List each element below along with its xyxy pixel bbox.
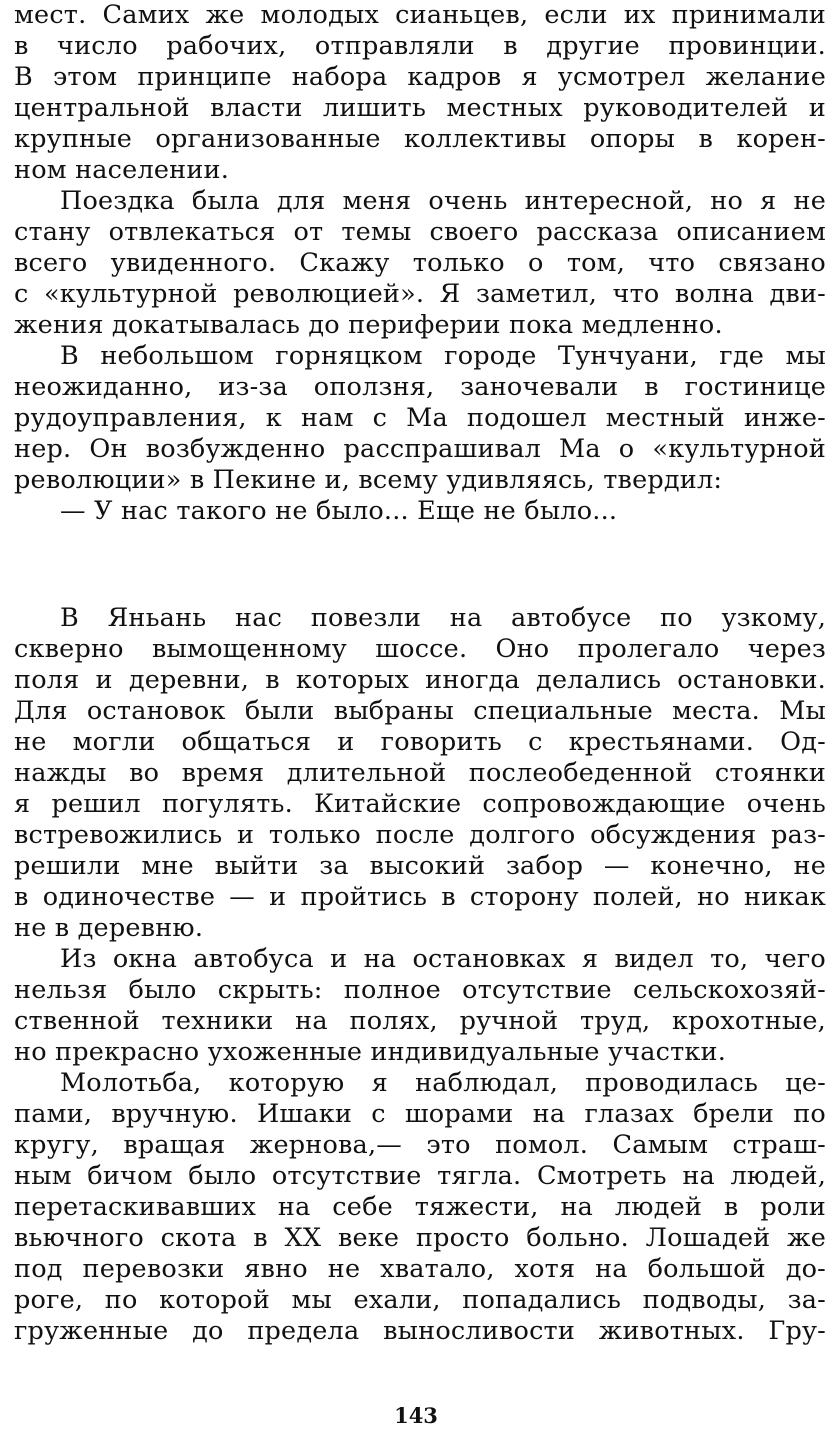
text-line: груженные до предела выносливости животных. Гру-: [14, 1316, 826, 1346]
text-line: ственной техники на полях, ручной труд, крохотные,: [14, 1006, 826, 1036]
text-line: встревожились и только после долгого обсуждения раз-: [14, 820, 826, 850]
text-line: жения докатывалась до периферии пока медленно.: [14, 310, 723, 340]
text-line: стану отвлекаться от темы своего рассказа описанием: [14, 217, 826, 247]
text-line: с «культурной революцией». Я заметил, что волна дви-: [14, 279, 826, 309]
text-section-1: [14, 0, 826, 527]
paragraph-start-line: Поездка была для меня очень интересной, но я не: [60, 186, 826, 216]
text-line: мест. Самих же молодых сианьцев, если их принимали: [14, 0, 826, 30]
dialogue-line: — У нас такого не было... Еще не было...: [60, 496, 618, 526]
text-line: кругу, вращая жернова,— это помол. Самым страш-: [14, 1130, 826, 1160]
text-line: нельзя было скрыть: полное отсутствие сельскохозяй-: [14, 975, 826, 1005]
text-line: неожиданно, из-за оползня, заночевали в гостинице: [14, 372, 826, 402]
text-section-2: [14, 603, 826, 1347]
text-line: перетаскивавших на себе тяжести, на людей в роли: [14, 1192, 826, 1222]
text-line: решили мне выйти за высокий забор — конечно, не: [14, 851, 826, 881]
text-line: ном населении.: [14, 155, 230, 185]
text-line: нажды во время длительной послеобеденной стоянки: [14, 758, 826, 788]
text-line: Для остановок были выбраны специальные места. Мы: [14, 696, 826, 726]
text-line: ным бичом было отсутствие тягла. Смотреть на людей,: [14, 1161, 826, 1191]
text-line: в число рабочих, отправляли в другие провинции.: [14, 31, 826, 61]
text-line: поля и деревни, в которых иногда делались остановки.: [14, 665, 826, 695]
text-line: под перевозки явно не хватало, хотя на большой до-: [14, 1254, 826, 1284]
paragraph-start-line: В Яньань нас повезли на автобусе по узкому,: [60, 603, 826, 633]
paragraph-start-line: В небольшом горняцком городе Тунчуани, где мы: [60, 341, 826, 371]
text-line: но прекрасно ухоженные индивидуальные участки.: [14, 1037, 727, 1067]
text-line: нер. Он возбужденно расспрашивал Ма о «культурной: [14, 434, 826, 464]
text-line: революции» в Пекине и, всему удивляясь, твердил:: [14, 465, 723, 495]
text-line: В этом принципе набора кадров я усмотрел желание: [14, 62, 826, 92]
paragraph-start-line: Молотьба, которую я наблюдал, проводилась це-: [60, 1068, 826, 1098]
text-line: в одиночестве — и пройтись в сторону полей, но никак: [14, 882, 826, 912]
text-line: вьючного скота в XX веке просто больно. Лошадей же: [14, 1223, 826, 1253]
text-line: роге, по которой мы ехали, попадались подводы, за-: [14, 1285, 826, 1315]
text-line: рудоуправления, к нам с Ма подошел местный инже-: [14, 403, 826, 433]
paragraph-start-line: Из окна автобуса и на остановках я видел то, чего: [60, 944, 826, 974]
text-line: крупные организованные коллективы опоры в корен-: [14, 124, 826, 154]
text-line: пами, вручную. Ишаки с шорами на глазах брели по: [14, 1099, 826, 1129]
text-line: я решил погулять. Китайские сопровождающие очень: [14, 789, 826, 819]
text-line: скверно вымощенному шоссе. Оно пролегало через: [14, 634, 826, 664]
page-number: 143: [394, 1403, 438, 1428]
text-line: не в деревню.: [14, 913, 204, 943]
text-line: центральной власти лишить местных руководителей и: [14, 93, 826, 123]
text-line: не могли общаться и говорить с крестьянами. Од-: [14, 727, 826, 757]
text-line: всего увиденного. Скажу только о том, что связано: [14, 248, 826, 278]
